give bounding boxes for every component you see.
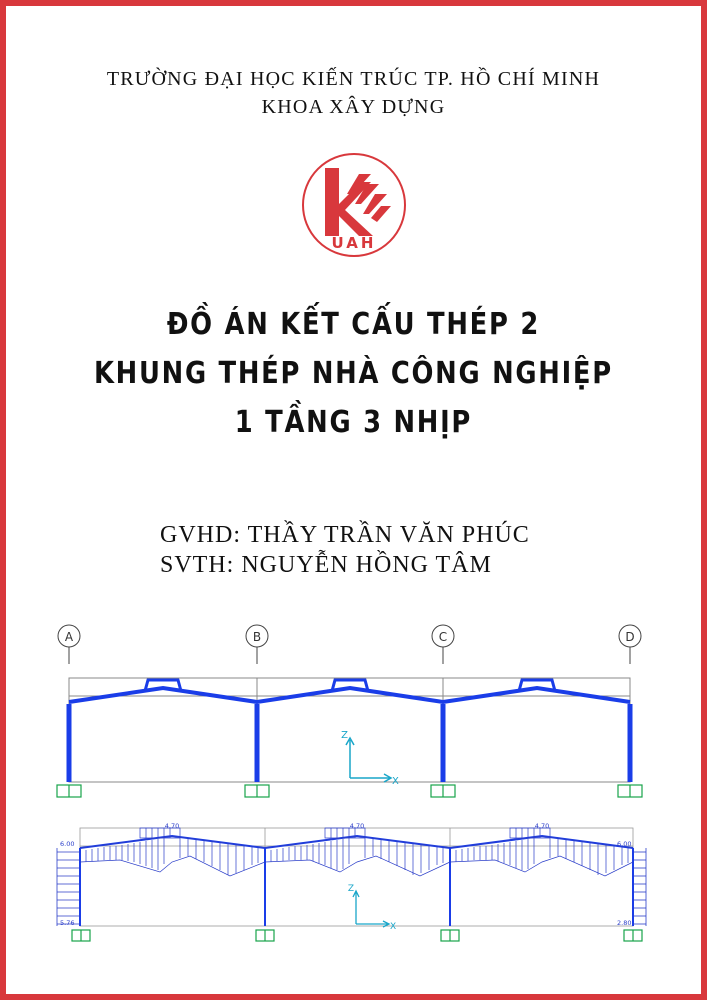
supports-upper: [57, 785, 642, 797]
diagram-left-bottom-value: 5.76: [60, 919, 75, 927]
diagram-peak-value-1: 4.70: [164, 822, 180, 830]
diagram-right-bottom-value: 2.80: [617, 919, 632, 927]
supports-lower: [72, 930, 642, 941]
frame-rafters: [69, 688, 630, 702]
axis-bubble-b: [246, 625, 268, 664]
axis-label-c: C: [438, 630, 448, 644]
coord-axes-upper: [346, 738, 391, 782]
left-wind-load: [57, 848, 80, 926]
coord-x-upper: X: [392, 776, 399, 787]
axis-label-a: A: [64, 630, 74, 644]
coord-z-upper: Z: [341, 730, 348, 741]
coord-z-lower: Z: [347, 884, 354, 894]
diagram-peak-value-2: 4.70: [349, 822, 365, 830]
diagram-left-top-value: 6.00: [60, 840, 75, 848]
axis-bubble-c: [432, 625, 454, 664]
axis-label-d: D: [625, 630, 635, 644]
diagram-peak-value-3: 4.70: [534, 822, 550, 830]
supervisor-line: GVHD: THẦY TRẦN VĂN PHÚC: [160, 522, 530, 548]
title-line-2: KHUNG THÉP NHÀ CÔNG NGHIỆP: [93, 356, 613, 391]
coord-axes-lower: [353, 891, 389, 927]
faculty-name: KHOA XÂY DỰNG: [261, 96, 446, 118]
axis-bubble-d: [619, 625, 641, 664]
diagram-right-top-value: 6.00: [617, 840, 632, 848]
university-name: TRƯỜNG ĐẠI HỌC KIẾN TRÚC TP. HỒ CHÍ MINH: [106, 68, 601, 90]
logo-text: UAH: [331, 234, 377, 252]
right-wind-load: [633, 848, 646, 926]
coord-x-lower: X: [390, 922, 397, 932]
student-line: SVTH: NGUYỄN HỒNG TÂM: [160, 552, 492, 578]
axis-bubble-a: [58, 625, 80, 664]
axis-label-b: B: [252, 630, 262, 644]
title-line-3: 1 TẦNG 3 NHỊP: [234, 405, 473, 440]
title-line-1: ĐỒ ÁN KẾT CẤU THÉP 2: [166, 307, 541, 342]
